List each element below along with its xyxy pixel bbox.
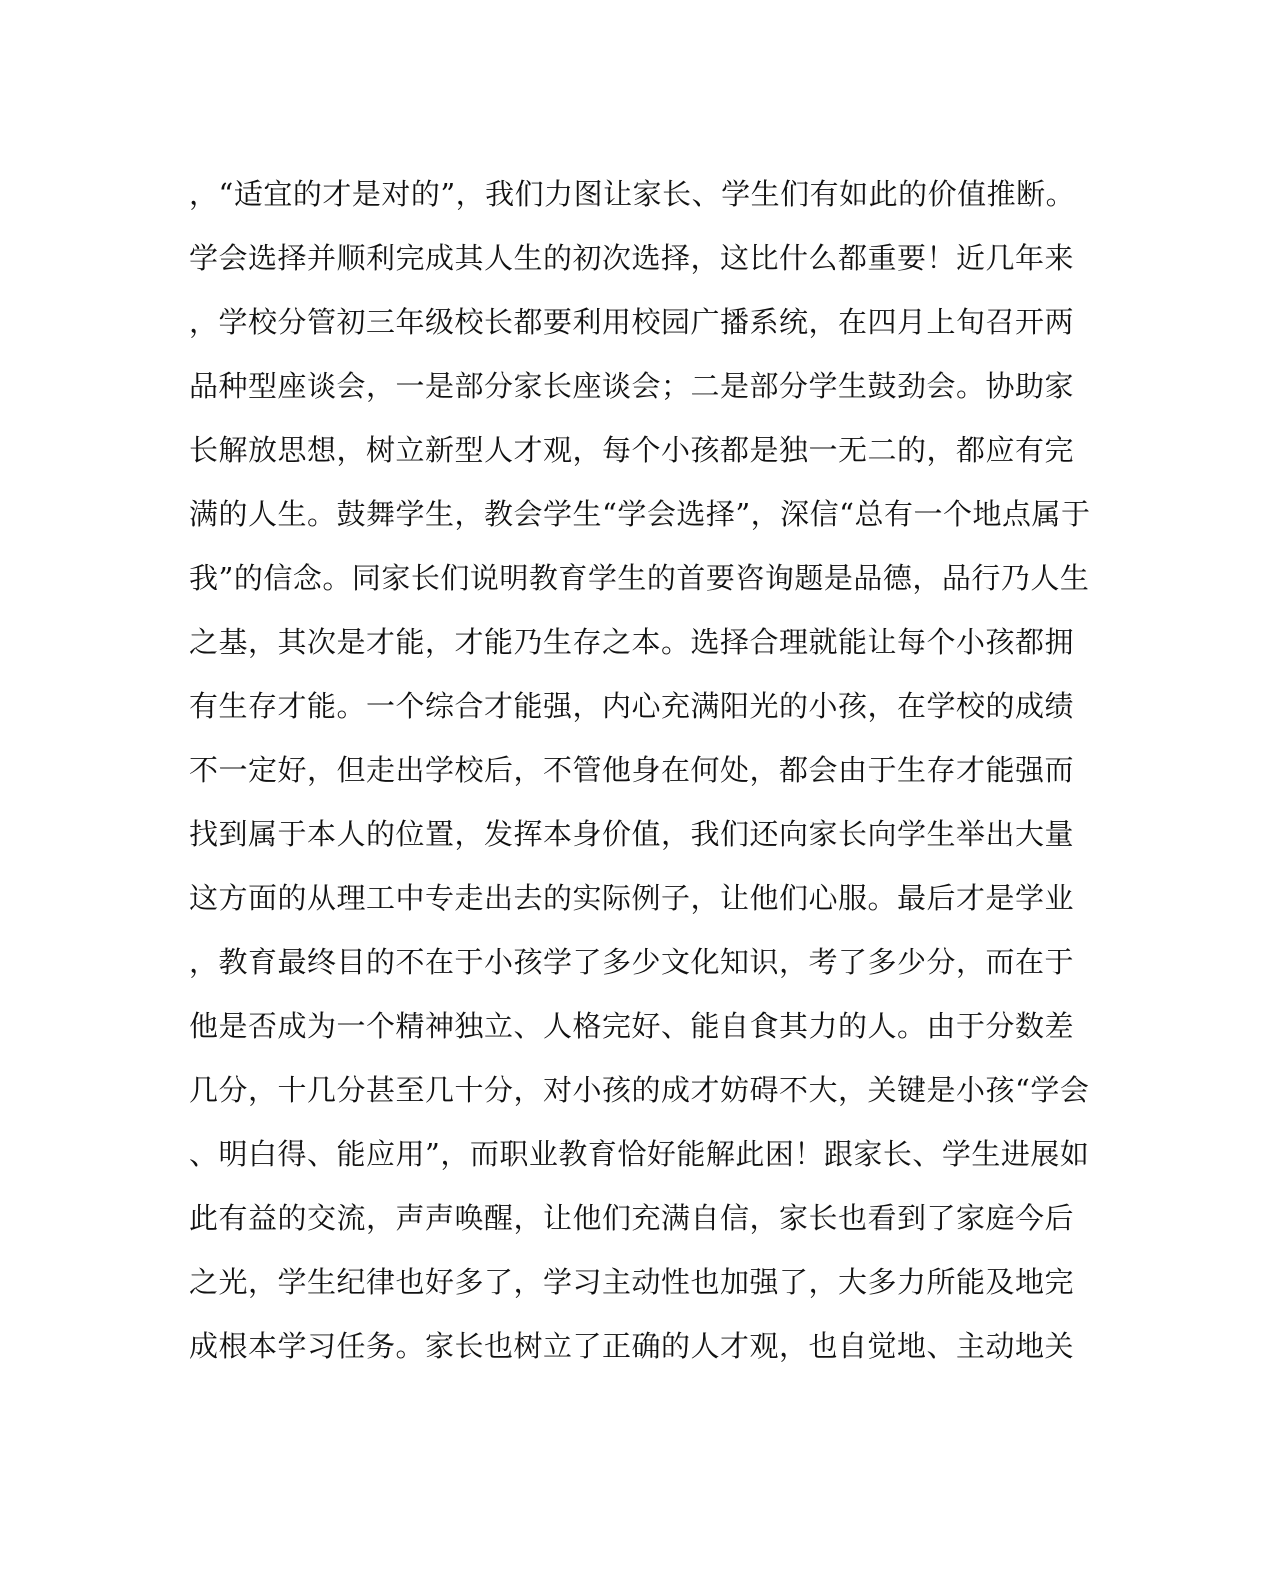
text-line: 他是否成为一个精神独立、人格完好、能自食其力的人。由于分数差 (189, 1009, 1075, 1043)
text-line: 成根本学习任务。家长也树立了正确的人才观，也自觉地、主动地关 (189, 1329, 1075, 1363)
text-line: 品种型座谈会，一是部分家长座谈会；二是部分学生鼓劲会。协助家 (189, 369, 1075, 403)
text-line: ，学校分管初三年级校长都要利用校园广播系统，在四月上旬召开两 (189, 305, 1075, 339)
text-line: 之基，其次是才能，才能乃生存之本。选择合理就能让每个小孩都拥 (189, 625, 1075, 659)
text-line: 学会选择并顺利完成其人生的初次选择，这比什么都重要！近几年来 (189, 241, 1075, 275)
text-line: 此有益的交流，声声唤醒，让他们充满自信，家长也看到了家庭今后 (189, 1201, 1075, 1235)
text-line: 满的人生。鼓舞学生，教会学生“学会选择”，深信“总有一个地点属于 (189, 497, 1091, 531)
text-line: 找到属于本人的位置，发挥本身价值，我们还向家长向学生举出大量 (189, 817, 1075, 851)
text-line: 有生存才能。一个综合才能强，内心充满阳光的小孩，在学校的成绩 (189, 689, 1075, 723)
text-line: 之光，学生纪律也好多了，学习主动性也加强了，大多力所能及地完 (189, 1265, 1075, 1299)
text-line: 不一定好，但走出学校后，不管他身在何处，都会由于生存才能强而 (189, 753, 1075, 787)
text-line: 我”的信念。同家长们说明教育学生的首要咨询题是品德，品行乃人生 (189, 561, 1090, 595)
text-line: ，“适宜的才是对的”，我们力图让家长、学生们有如此的价值推断。 (189, 177, 1076, 211)
text-line: 长解放思想，树立新型人才观，每个小孩都是独一无二的，都应有完 (189, 433, 1075, 467)
text-line: ，教育最终目的不在于小孩学了多少文化知识，考了多少分，而在于 (189, 945, 1075, 979)
text-line: 、明白得、能应用”，而职业教育恰好能解此困！跟家长、学生进展如 (189, 1137, 1090, 1171)
text-line: 几分，十几分甚至几十分，对小孩的成才妨碍不大，关键是小孩“学会 (189, 1073, 1090, 1107)
body-paragraph (189, 162, 1089, 1378)
text-line: 这方面的从理工中专走出去的实际例子，让他们心服。最后才是学业 (189, 881, 1075, 915)
